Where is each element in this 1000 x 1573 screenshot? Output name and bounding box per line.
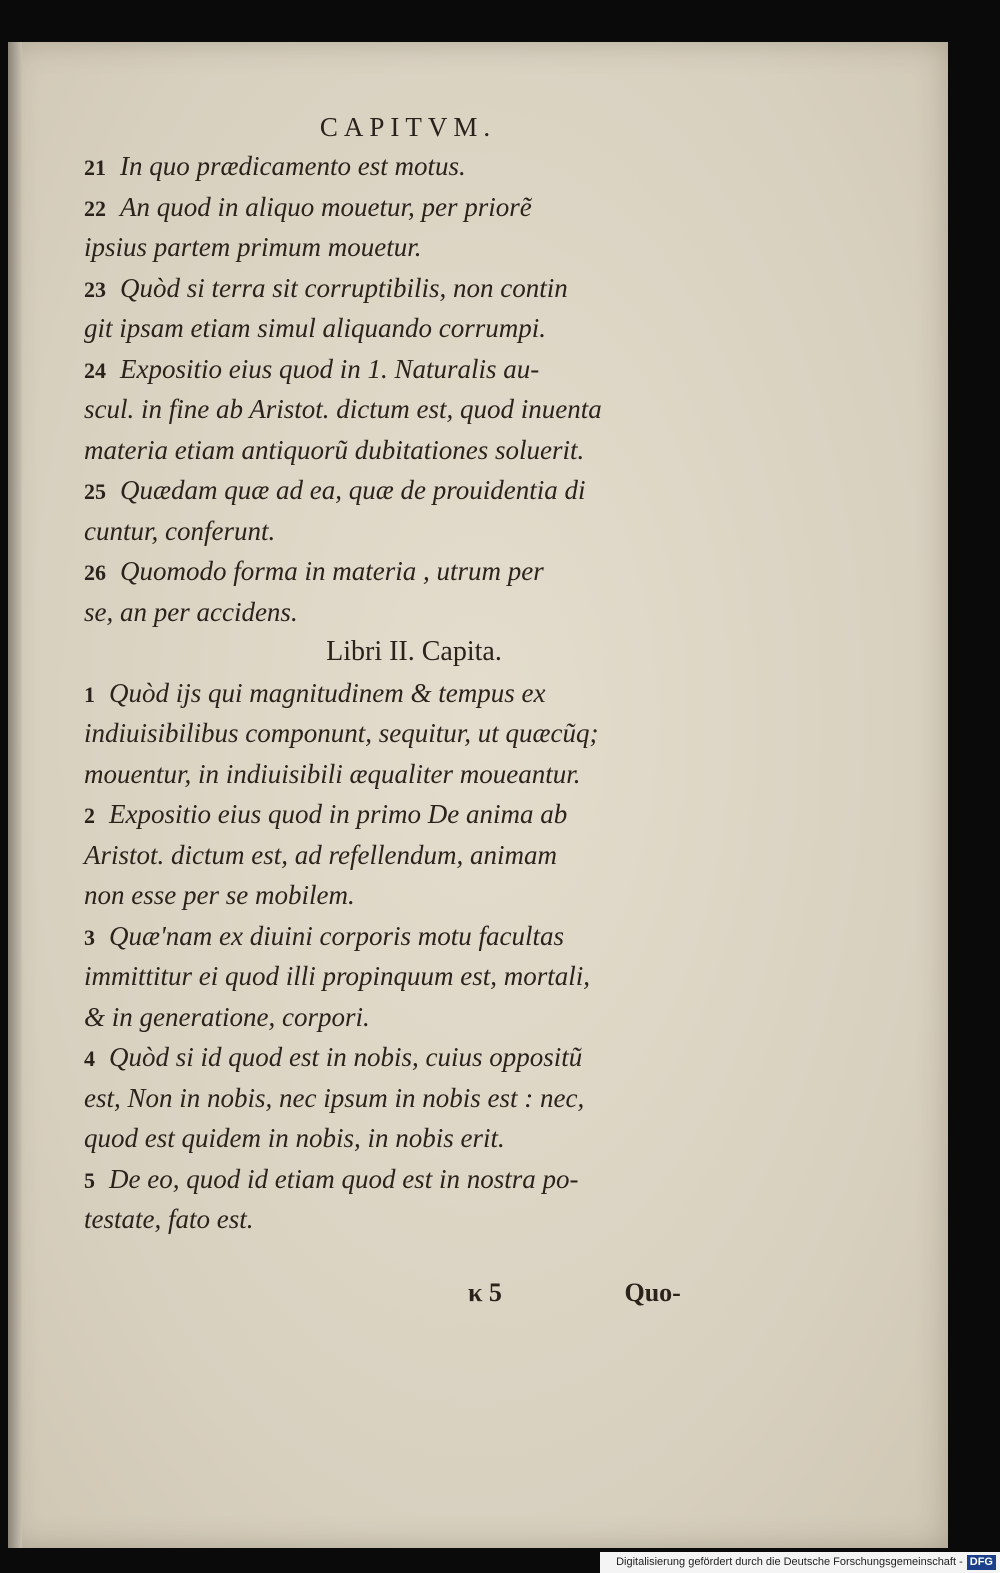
line-text: testate, fato est. — [84, 1204, 254, 1234]
line-text: & in generatione, corpori. — [84, 1001, 370, 1032]
signature-mark: κ 5 — [468, 1278, 502, 1307]
line-text: An quod in aliquo mouetur, per priorẽ — [120, 191, 532, 222]
text-line — [84, 187, 704, 228]
text-line — [84, 389, 704, 430]
running-head: CAPITVM. — [319, 112, 497, 142]
page-footer-marks — [468, 1278, 708, 1308]
line-text: Aristot. dictum est, ad refellendum, animam — [84, 839, 557, 870]
line-text: scul. in fine ab Aristot. dictum est, quod inuenta — [84, 394, 602, 424]
book-page — [8, 42, 948, 1548]
line-text: non esse per se mobilem. — [84, 880, 355, 910]
chapter-number: 4 — [84, 1046, 95, 1071]
chapter-number: 21 — [84, 155, 106, 180]
catchword: Quo- — [624, 1278, 681, 1307]
text-line — [84, 713, 704, 754]
text-line — [84, 673, 704, 714]
text-line — [84, 308, 704, 349]
line-text: immittitur ei quod illi propinquum est, mortali, — [84, 961, 591, 991]
section-heading — [84, 632, 704, 673]
credit-text: Digitalisierung gefördert durch die Deutsche Forschungsgemeinschaft - — [616, 1556, 963, 1568]
text-line — [84, 1199, 704, 1240]
chapter-number: 25 — [84, 479, 106, 504]
line-text: se, an per accidens. — [84, 596, 298, 627]
line-text: In quo prædicamento est motus. — [120, 151, 466, 181]
line-text: Libri II. Capita. — [326, 636, 502, 667]
line-text: Quomodo forma in materia , utrum per — [120, 556, 544, 586]
text-line — [84, 268, 704, 309]
line-text: Quæ'nam ex diuini corporis motu facultas — [109, 920, 565, 951]
text-line — [84, 146, 704, 187]
line-text: quod est quidem in nobis, in nobis erit. — [84, 1123, 505, 1153]
text-line — [84, 592, 704, 633]
text-line — [84, 1159, 704, 1200]
text-line — [84, 916, 704, 957]
text-line — [84, 1078, 704, 1119]
text-line — [84, 470, 704, 511]
dfg-logo: DFG — [967, 1555, 996, 1570]
page-gutter — [8, 42, 22, 1548]
text-line — [84, 551, 704, 592]
chapter-number: 24 — [84, 357, 106, 383]
text-line — [84, 997, 704, 1038]
chapter-number: 23 — [84, 276, 106, 302]
chapter-number: 2 — [84, 803, 95, 828]
chapter-list — [84, 146, 704, 1240]
line-text: Quædam quæ ad ea, quæ de prouidentia di — [120, 475, 586, 505]
line-text: Expositio eius quod in 1. Naturalis au- — [120, 353, 540, 384]
line-text: cuntur, conferunt. — [84, 515, 276, 546]
text-line — [84, 875, 704, 916]
line-text: Expositio eius quod in primo De anima ab — [109, 799, 568, 829]
line-text: Quòd si id quod est in nobis, cuius oppositũ — [109, 1042, 583, 1072]
line-text: mouentur, in indiuisibili æqualiter moueantur. — [84, 758, 581, 789]
line-text: ipsius partem primum mouetur. — [84, 232, 422, 262]
line-text: Quòd ijs qui magnitudinem & tempus ex — [109, 677, 546, 708]
text-line — [84, 754, 704, 795]
chapter-number: 1 — [84, 681, 95, 707]
line-text: De eo, quod id etiam quod est in nostra po- — [109, 1163, 579, 1194]
chapter-number: 5 — [84, 1167, 95, 1193]
line-text: materia etiam antiquorũ dubitationes soluerit. — [84, 434, 585, 465]
chapter-number: 22 — [84, 195, 106, 221]
line-text: git ipsam etiam simul aliquando corrumpi. — [84, 313, 547, 343]
text-line — [84, 349, 704, 390]
digitization-credit — [600, 1552, 1000, 1573]
line-text: est, Non in nobis, nec ipsum in nobis est : nec, — [84, 1082, 585, 1113]
text-line — [84, 956, 704, 997]
text-line — [84, 1118, 704, 1159]
text-line — [84, 794, 704, 835]
text-line — [84, 430, 704, 471]
chapter-number: 3 — [84, 924, 95, 950]
text-line — [84, 227, 704, 268]
line-text: indiuisibilibus componunt, sequitur, ut quæcũq; — [84, 718, 599, 748]
text-line — [84, 511, 704, 552]
text-line — [84, 835, 704, 876]
chapter-number: 26 — [84, 560, 106, 585]
text-line — [84, 1037, 704, 1078]
line-text: Quòd si terra sit corruptibilis, non contin — [120, 272, 568, 303]
